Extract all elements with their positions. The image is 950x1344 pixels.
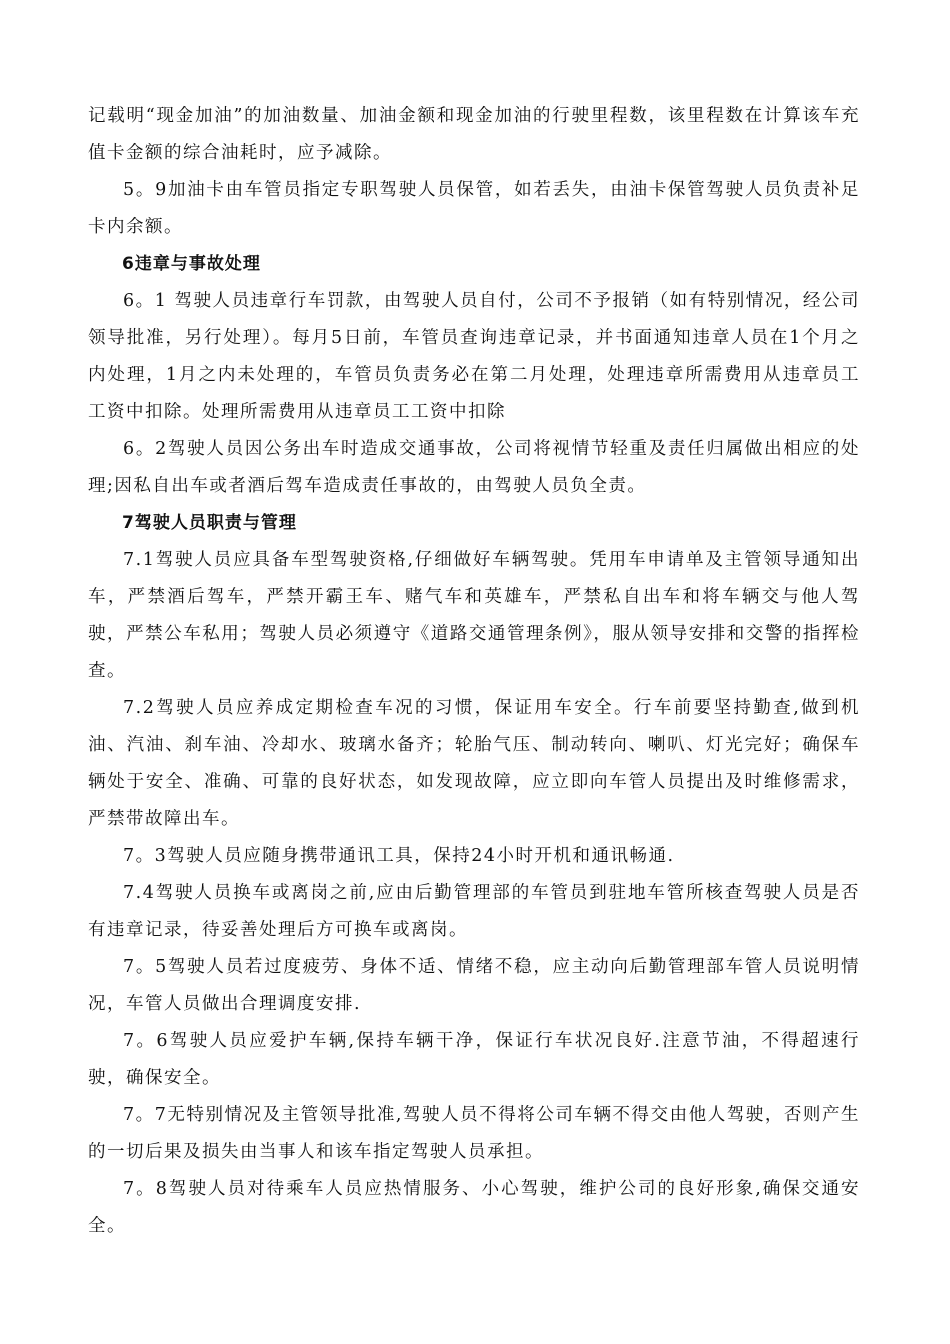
paragraph-7-7: 7。7无特别情况及主管领导批准,驾驶人员不得将公司车辆不得交由他人驾驶，否则产生的一切后果及损失由当事人和该车指定驾驶人员承担。 — [88, 1105, 860, 1162]
paragraph-7-5: 7。5驾驶人员若过度疲劳、身体不适、情绪不稳，应主动向后勤管理部车管人员说明情况，车管人员做出合理调度安排. — [88, 957, 860, 1014]
paragraph-7-4: 7.4驾驶人员换车或离岗之前,应由后勤管理部的车管员到驻地车管所核查驾驶人员是否有违章记录，待妥善处理后方可换车或离岗。 — [88, 883, 860, 940]
section-heading-7: 7驾驶人员职责与管理 — [122, 513, 297, 533]
paragraph-6-1: 6。1 驾驶人员违章行车罚款，由驾驶人员自付，公司不予报销（如有特别情况，经公司领导批准，另行处理）。每月5日前，车管员查询违章记录，并书面通知违章人员在1个月之内处理，1月之内未处理的，车管员负责务必在第二月处理，处理违章所需费用从违章员工工资中扣除。处理所需费用从违章员工工资中扣除 — [88, 291, 860, 422]
paragraph-7-2: 7.2驾驶人员应养成定期检查车况的习惯，保证用车安全。行车前要坚持勤查,做到机油、汽油、刹车油、冷却水、玻璃水备齐；轮胎气压、制动转向、喇叭、灯光完好；确保车辆处于安全、准确、可靠的良好状态，如发现故障，应立即向车管人员提出及时维修需求，严禁带故障出车。 — [88, 698, 860, 829]
paragraph-5-9: 5。9加油卡由车管员指定专职驾驶人员保管，如若丢失，由油卡保管驾驶人员负责补足卡内余额。 — [88, 180, 860, 237]
document-body — [88, 98, 860, 1245]
paragraph-7-8: 7。8驾驶人员对待乘车人员应热情服务、小心驾驶，维护公司的良好形象,确保交通安全。 — [88, 1179, 860, 1236]
paragraph-7-3: 7。3驾驶人员应随身携带通讯工具，保持24小时开机和通讯畅通. — [123, 846, 675, 866]
paragraph-7-1: 7.1驾驶人员应具备车型驾驶资格,仔细做好车辆驾驶。凭用车申请单及主管领导通知出车，严禁酒后驾车，严禁开霸王车、赌气车和英雄车，严禁私自出车和将车辆交与他人驾驶，严禁公车私用；驾驶人员必须遵守《道路交通管理条例》，服从领导安排和交警的指挥检查。 — [88, 550, 860, 681]
section-heading-6: 6违章与事故处理 — [122, 254, 261, 274]
paragraph-6-2: 6。2驾驶人员因公务出车时造成交通事故，公司将视情节轻重及责任归属做出相应的处理;因私自出车或者酒后驾车造成责任事故的，由驾驶人员负全责。 — [88, 439, 860, 496]
paragraph-continuation: 记载明“现金加油”的加油数量、加油金额和现金加油的行驶里程数，该里程数在计算该车充值卡金额的综合油耗时，应予减除。 — [88, 106, 860, 163]
paragraph-7-6: 7。6驾驶人员应爱护车辆,保持车辆干净，保证行车状况良好.注意节油，不得超速行驶，确保安全。 — [88, 1031, 860, 1088]
